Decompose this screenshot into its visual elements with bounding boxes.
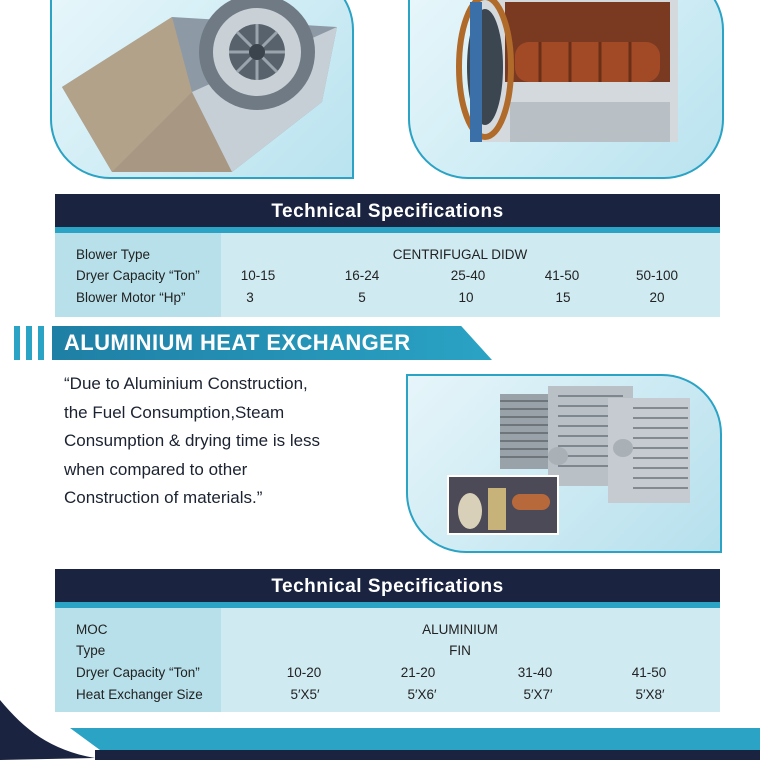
spec-table-1 — [55, 233, 720, 317]
banner-stripe — [14, 326, 20, 360]
spec-cell: 10 — [458, 290, 474, 305]
footer-wave — [0, 700, 760, 760]
spec-cell: 10-20 — [286, 665, 322, 680]
spec-label-blower-type: Blower Type — [76, 247, 151, 262]
spec-cell: 5 — [358, 290, 366, 305]
spec-label-type: Type — [76, 643, 106, 658]
spec-cell: 31-40 — [517, 665, 553, 680]
spec-label-dryer-capacity: Dryer Capacity “Ton” — [76, 665, 200, 680]
spec-label-heat-exchanger-size: Heat Exchanger Size — [76, 687, 203, 702]
spec-cell: 5′X5′ — [290, 687, 320, 702]
description-line: when compared to other — [64, 459, 248, 479]
spec-value-type: FIN — [449, 643, 471, 658]
spec-label-blower-motor: Blower Motor “Hp” — [76, 290, 186, 305]
spec-cell: 41-50 — [544, 268, 580, 283]
spec-value-blower-type: CENTRIFUGAL DIDW — [392, 247, 528, 262]
blower-housing-image — [410, 0, 722, 177]
spec-value-moc: ALUMINIUM — [422, 622, 498, 637]
section-title: ALUMINIUM HEAT EXCHANGER — [64, 330, 411, 355]
heat-exchanger-photo-panel — [406, 374, 722, 553]
spec-table-2-title: Technical Specifications — [55, 569, 720, 602]
spec-cell: 21-20 — [400, 665, 436, 680]
spec-label-moc: MOC — [76, 622, 108, 637]
spec-table-2 — [55, 608, 720, 712]
section-banner — [0, 326, 520, 360]
description-line: Construction of materials.” — [64, 488, 263, 507]
spec-cell: 16-24 — [344, 268, 380, 283]
spec-cell: 15 — [555, 290, 571, 305]
banner-stripe — [38, 326, 44, 360]
product-description — [64, 370, 384, 513]
blower-housing-photo-panel — [408, 0, 724, 179]
spec-table-1-title: Technical Specifications — [55, 194, 720, 227]
spec-label-dryer-capacity: Dryer Capacity “Ton” — [76, 268, 200, 283]
spec-cell: 20 — [649, 290, 665, 305]
spec-cell: 5′X7′ — [523, 687, 553, 702]
spec-cell: 25-40 — [450, 268, 486, 283]
banner-stripe — [26, 326, 32, 360]
heat-exchanger-image — [408, 376, 720, 551]
spec-cell: 3 — [246, 290, 254, 305]
description-line: the Fuel Consumption,Steam — [64, 402, 285, 422]
spec-cell: 10-15 — [240, 268, 276, 283]
spec-cell: 5′X8′ — [635, 687, 665, 702]
spec-cell: 5′X6′ — [407, 687, 437, 702]
centrifugal-blower-image — [52, 0, 352, 177]
description-line: Consumption & drying time is less — [64, 431, 321, 450]
blower-photo-panel — [50, 0, 354, 179]
spec-cell: 50-100 — [635, 268, 679, 283]
description-line: “Due to Aluminium Construction, — [64, 374, 308, 393]
spec-cell: 41-50 — [631, 665, 667, 680]
